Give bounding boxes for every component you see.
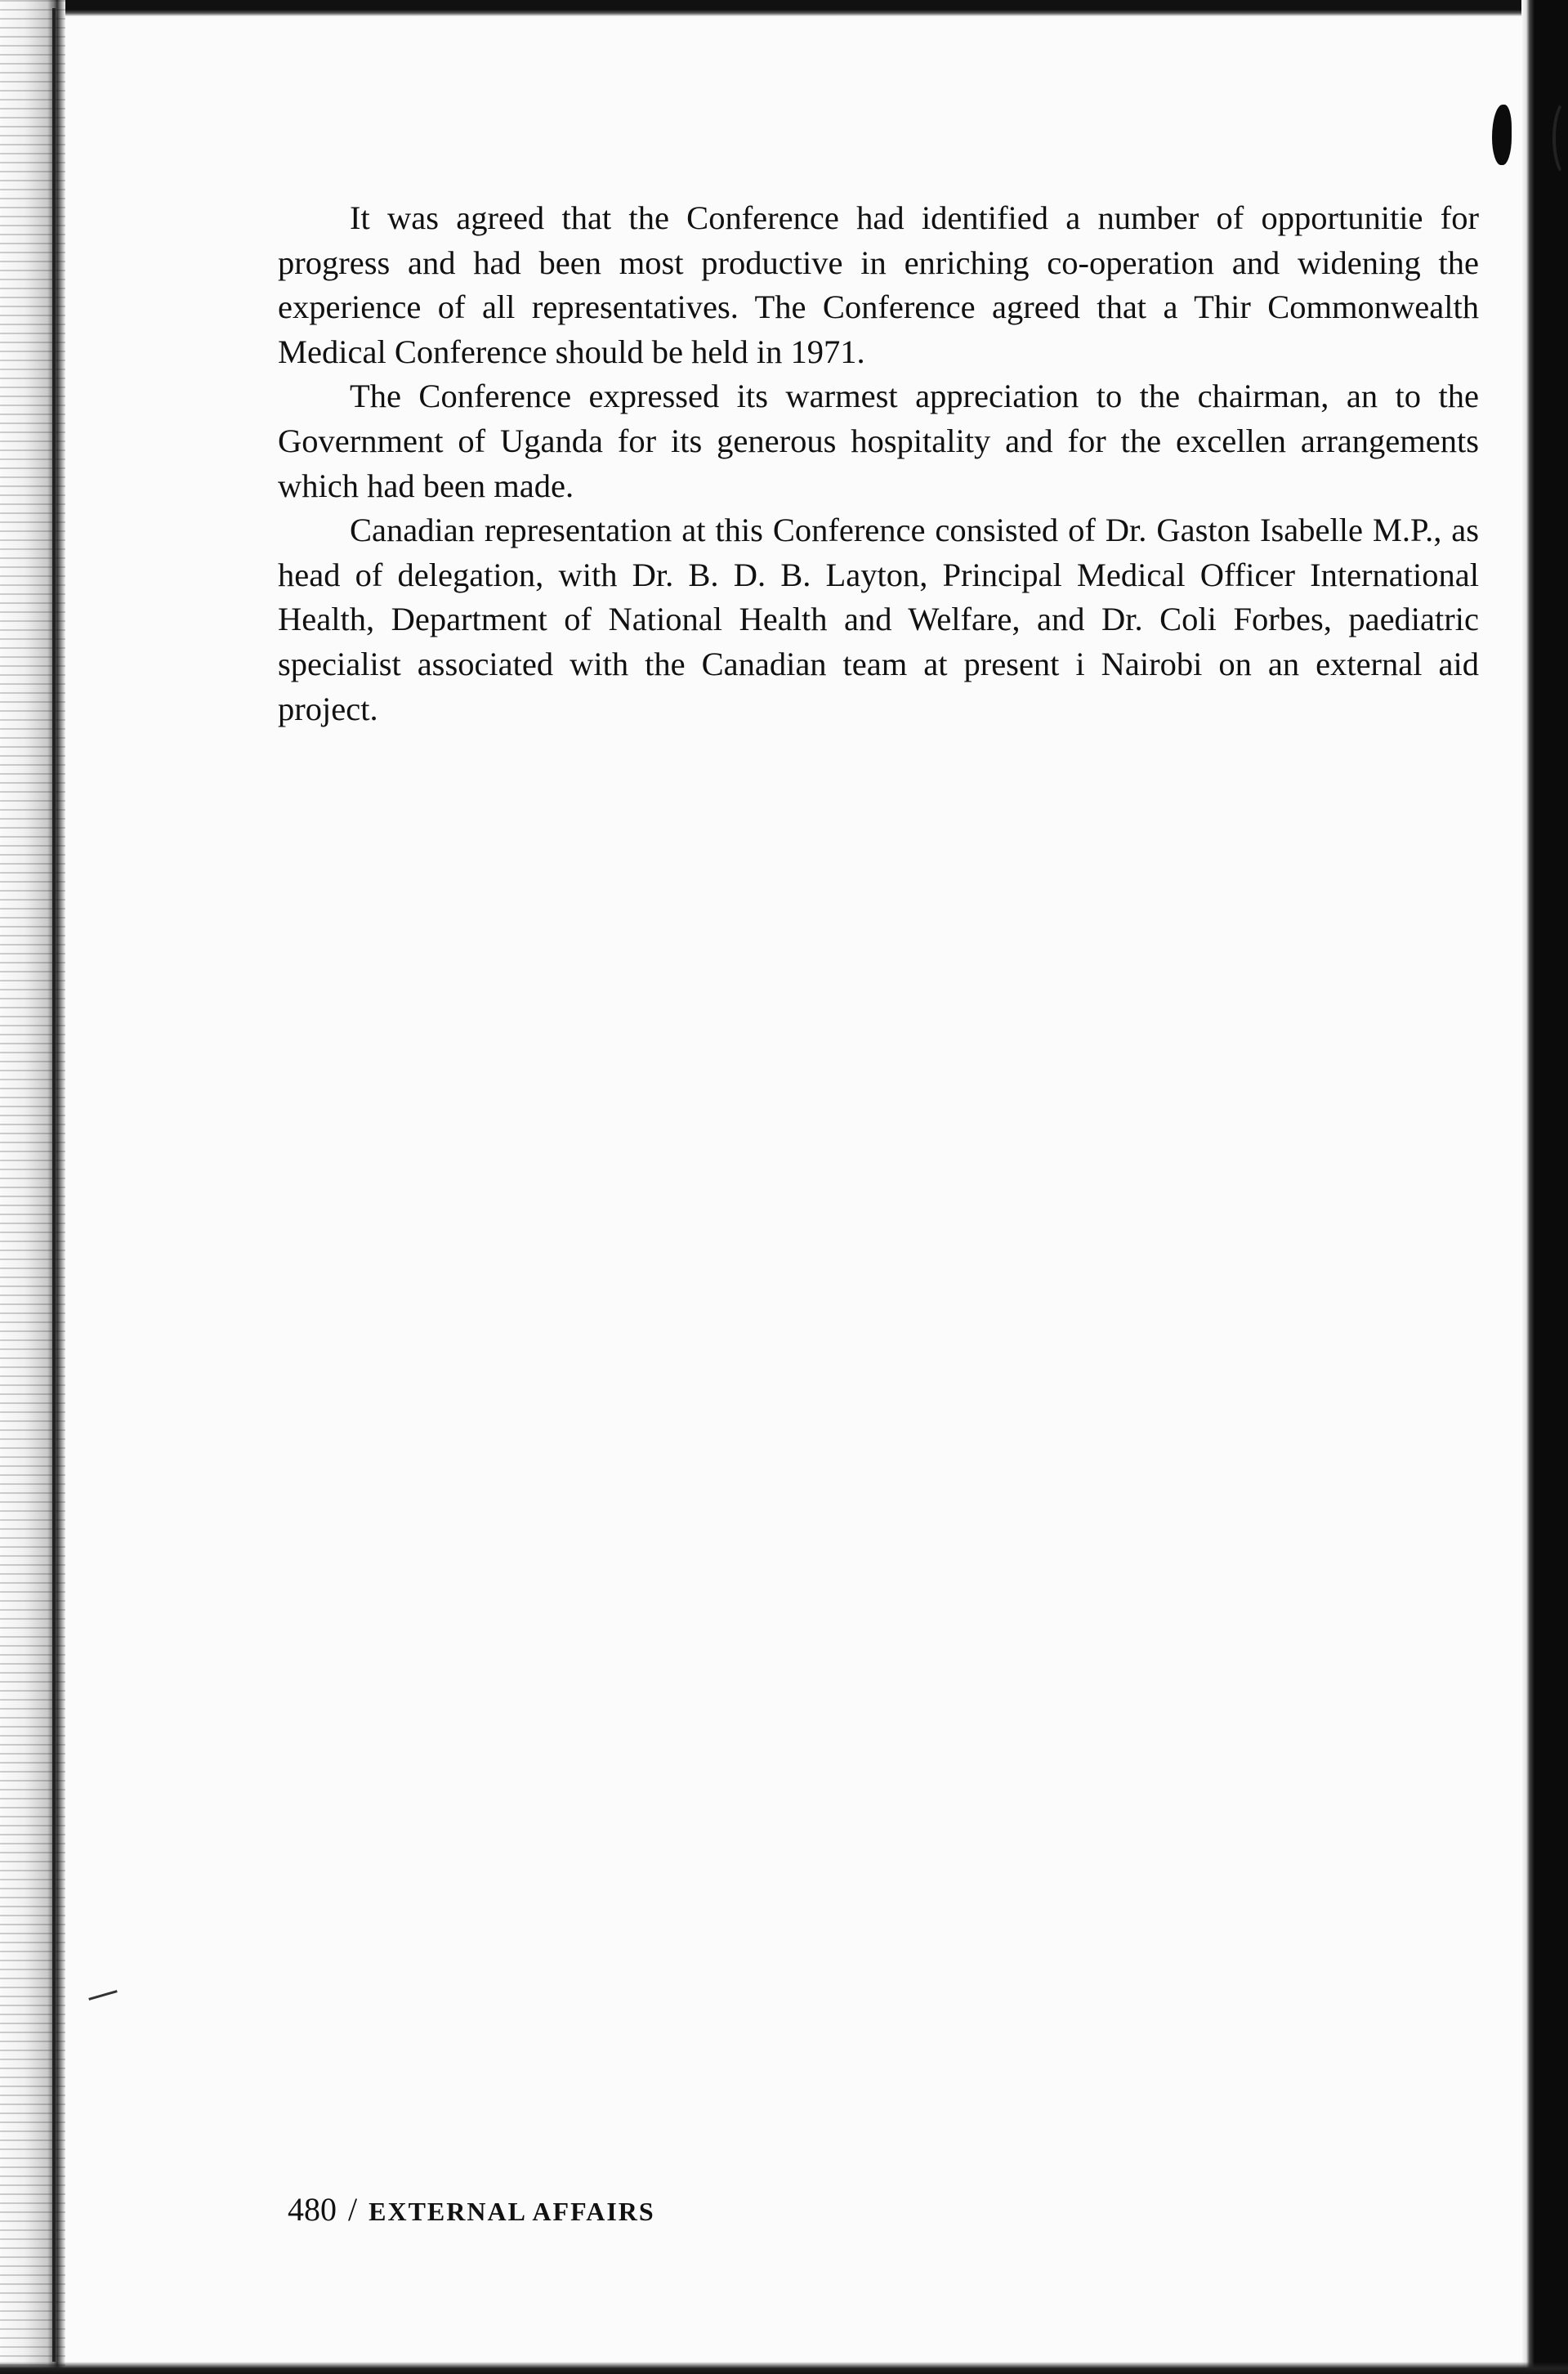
page-footer <box>288 2190 655 2229</box>
page-number: 480 <box>288 2191 337 2228</box>
paragraph: The Conference expressed its warmest appreciation to the chairman, an to the Government of Uganda for its generous hospitality and for the excellen arrangements which had been made. <box>278 378 1479 504</box>
paragraph: Canadian representation at this Conference consisted of Dr. Gaston Isabelle M.P., as head of delegation, with Dr. B. D. B. Layton, Principal Medical Officer International Health, Department of National Health and Welfare, and Dr. Coli Forbes, paediatric specialist associated with the Canadian team at present i Nairobi on an external aid project. <box>278 512 1479 727</box>
binding-edge <box>0 0 65 2374</box>
paragraph: It was agreed that the Conference had identified a number of opportunitie for progress and had been most productive in enriching co-operation and widening the experience of all representatives. The Conference agreed that a Thir Commonwealth Medical Conference should be held in 1971. <box>278 199 1479 370</box>
body-text <box>278 196 1479 731</box>
scan-top-edge <box>0 0 1568 16</box>
scan-bottom-edge <box>0 2362 1568 2374</box>
publication-title: EXTERNAL AFFAIRS <box>369 2197 655 2226</box>
footer-separator: / <box>348 2191 358 2228</box>
margin-ink-mark <box>1492 105 1512 165</box>
stray-pen-mark <box>88 1990 117 2001</box>
scan-right-edge <box>1521 0 1568 2374</box>
binding-rule <box>52 8 56 2362</box>
